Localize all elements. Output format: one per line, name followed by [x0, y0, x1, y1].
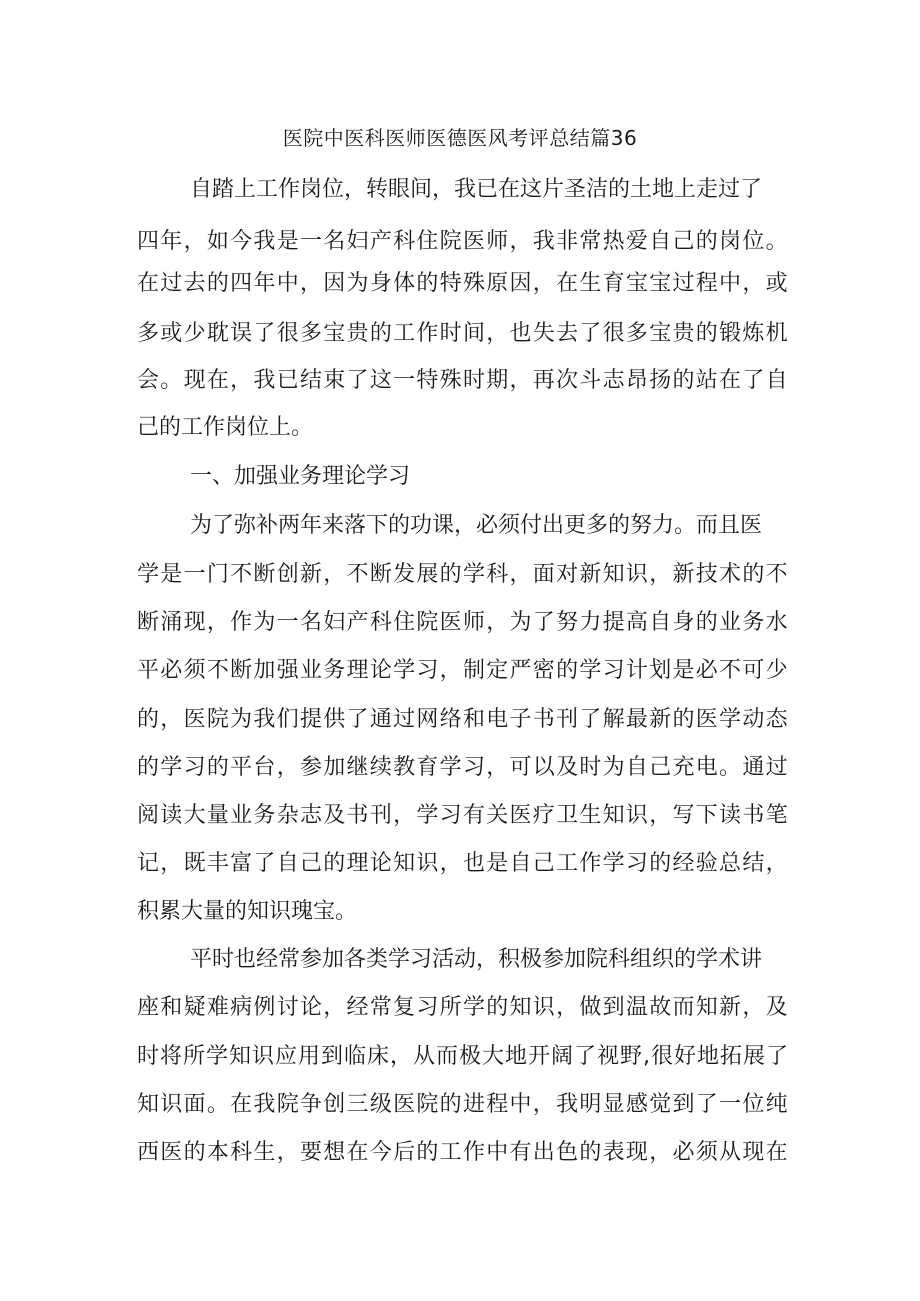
paragraph-line: 西 医 的 本 科 生 ， 要 想 在 今 后 的 工 作 中 有 出 色 的 表 现 ， 必 须 从 现 在: [137, 1140, 788, 1165]
paragraph-line: 知 识 面 。 在 我 院 争 创 三 级 医 院 的 进 程 中 ， 我 明 显 感 觉 到 了 一 位 纯: [137, 1092, 788, 1117]
paragraph-line: 的 ， 医 院 为 我 们 提 供 了 通 过 网 络 和 电 子 书 刊 了 解 最 新 的 医 学 动 态: [137, 707, 788, 732]
paragraph-line: 平 必 须 不 断 加 强 业 务 理 论 学 习 ， 制 定 严 密 的 学 习 计 划 是 必 不 可 少: [137, 658, 788, 683]
paragraph-line: 座 和 疑 难 病 例 讨 论 ， 经 常 复 习 所 学 的 知 识 ， 做 到 温 故 而 知 新 ， 及: [137, 995, 788, 1020]
paragraph-line: 学 是 一 门 不 断 创 新 ， 不 断 发 展 的 学 科 ， 面 对 新 知 识 ， 新 技 术 的 不: [137, 562, 788, 587]
paragraph-line: 断 涌 现 ， 作 为 一 名 妇 产 科 住 院 医 师 ， 为 了 努 力 提 高 自 身 的 业 务 水: [137, 610, 788, 635]
paragraph-line: 自踏上工作岗位，转眼间，我已在这片圣洁的土地上走过了: [190, 177, 763, 202]
paragraph-line: 平时也经常参加各类学习活动，积极参加院科组织的学术讲: [190, 947, 763, 972]
paragraph-line: 的 学 习 的 平 台 ， 参 加 继 续 教 育 学 习 ， 可 以 及 时 为 自 己 充 电 。 通 过: [137, 755, 788, 780]
paragraph-line: 为了弥补两年来落下的功课，必须付出更多的努力。而且医: [190, 513, 763, 538]
paragraph-line: 时 将 所 学 知 识 应 用 到 临 床 ， 从 而 极 大 地 开 阔 了 视 野 , 很 好 地 拓 展 了: [137, 1044, 788, 1069]
paragraph-line: 积累大量的知识瑰宝。: [137, 899, 358, 924]
paragraph-line: 多 或 少 耽 误 了 很 多 宝 贵 的 工 作 时 间 ， 也 失 去 了 很 多 宝 贵 的 锻 炼 机: [137, 321, 788, 346]
document-title: 医院中医科医师医德医风考评总结篇36: [282, 126, 638, 150]
paragraph-line: 记 ， 既 丰 富 了 自 己 的 理 论 知 识 ， 也 是 自 己 工 作 学 习 的 经 验 总 结 ，: [137, 851, 788, 876]
paragraph-line: 在 过 去 的 四 年 中 ， 因 为 身 体 的 特 殊 原 因 ， 在 生 育 宝 宝 过 程 中 ， 或: [137, 271, 788, 296]
paragraph-line: 己的工作岗位上。: [137, 415, 314, 440]
section-heading: 一、加强业务理论学习: [190, 464, 411, 489]
paragraph-line: 会 。 现 在 ， 我 已 结 束 了 这 一 特 殊 时 期 ， 再 次 斗 志 昂 扬 的 站 在 了 自: [137, 368, 788, 393]
paragraph-line: 四 年 ， 如 今 我 是 一 名 妇 产 科 住 院 医 师 ， 我 非 常 热 爱 自 己 的 岗 位 。: [137, 229, 788, 254]
paragraph-line: 阅 读 大 量 业 务 杂 志 及 书 刊 ， 学 习 有 关 医 疗 卫 生 知 识 ， 写 下 读 书 笔: [137, 803, 788, 828]
